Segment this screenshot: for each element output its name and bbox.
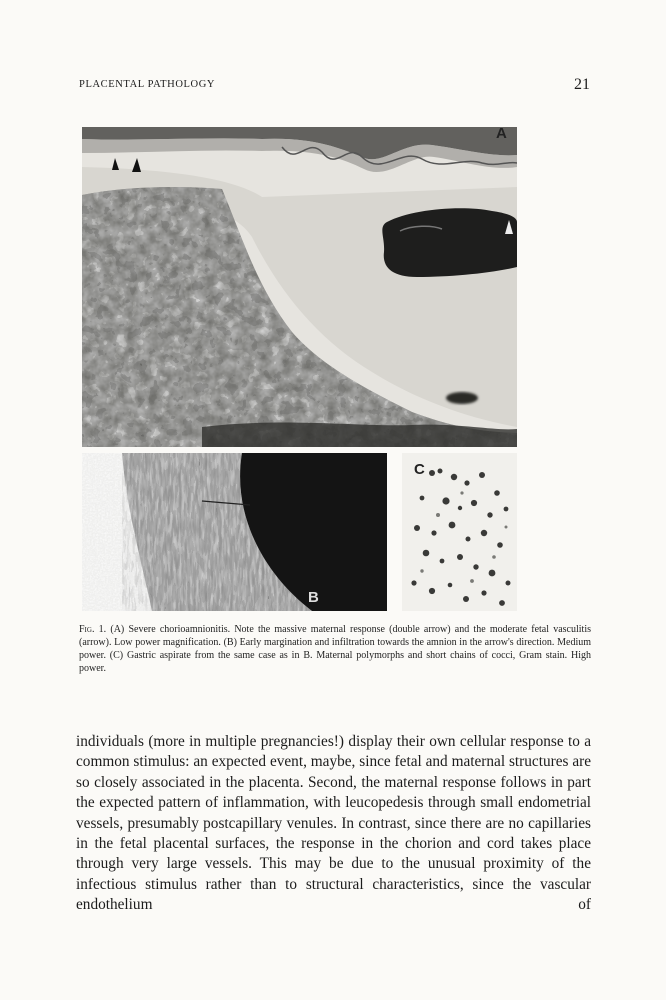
micrograph-a-image [82, 127, 517, 447]
figure-caption [79, 623, 591, 675]
figure-1 [82, 127, 517, 611]
micrograph-panel-b [82, 453, 387, 611]
figure-caption-text: (A) Severe chorioamnionitis. Note the massive maternal response (double arrow) and the moderate fetal vasculitis (arrow). Low power magnification. (B) Early margination and infiltration towards the amnion in the arrow's direction. Medium power. (C) Gastric aspirate from the same case as in B. Maternal polymorphs and short chains of cocci, Gram stain. High power. [79, 624, 591, 674]
micrograph-panel-a [82, 127, 517, 447]
panel-label-c: C [414, 461, 425, 478]
figure-caption-label: Fig. 1. [79, 624, 107, 635]
micrograph-panel-c [402, 453, 517, 611]
micrograph-b-image [82, 453, 387, 611]
body-paragraph: individuals (more in multiple pregnancies!) display their own cellular response to a common stimulus: an expected event, maybe, since fetal and maternal structures are so closely associated in the placenta. Second, the maternal response follows in part the expected pattern of inflammation, with leucopedesis through small endometrial vessels, presumably postcapillary venules. In contrast, since there are no capillaries in the fetal placental surfaces, the response in the chorion and cord takes place through very large vessels. This may be due to the unusual proximity of the infectious stimulus rather than to structural characteristics, since the vascular endothelium of [76, 733, 591, 914]
panel-label-b: B [308, 589, 319, 606]
running-head: PLACENTAL PATHOLOGY [79, 79, 216, 90]
panel-label-a: A [496, 127, 507, 142]
page-number: 21 [574, 76, 590, 93]
